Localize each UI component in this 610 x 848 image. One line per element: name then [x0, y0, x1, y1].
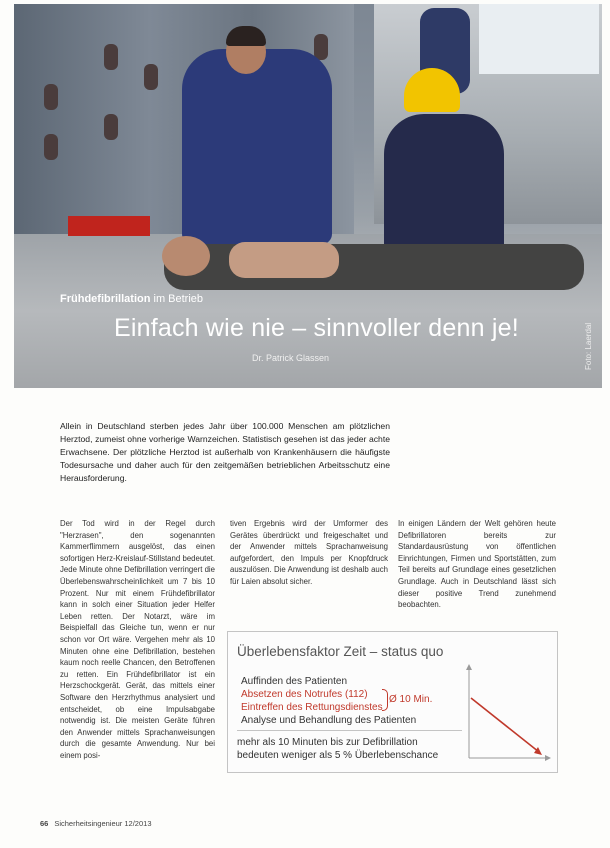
body-column-3: In einigen Ländern der Welt gehören heute Defibrillatoren bereits zur Standardausrüstung von öffentlichen Einrichtungen, Firmen und Sportstätten, zum Teil bereits auf Grundlage eines gesetzlichen Grundlage. Auch in Deutschland lässt sich dieser positive Trend zunehmend beobachten. [398, 519, 556, 610]
decline-line [471, 698, 539, 752]
divider [237, 730, 462, 731]
survival-decline-graph [463, 662, 551, 766]
publication-name: Sicherheitsingenieur 12/2013 [54, 819, 152, 828]
article-kicker [60, 293, 203, 305]
window [479, 4, 599, 74]
lying-patient [164, 244, 584, 290]
article-author: Dr. Patrick Glassen [252, 353, 330, 363]
survival-note-line-2: bedeuten weniger als 5 % Überlebenschance [237, 750, 439, 761]
brace-icon [382, 689, 388, 711]
lead-paragraph: Allein in Deutschland sterben jedes Jahr über 100.000 Menschen am plötzlichen Herztod, zumeist ohne vorherige Warnzeichen. Statistisch gesehen ist das jeder achte Erwachsene. Der plötzliche Herztod ist außerhalb von Krankenhäusern die häufigste Todesursache und daher auch für den zeitgemäßen betrieblichen Arbeitsschutz eine Herausforderung. [60, 421, 390, 483]
defibrillator-case [68, 216, 150, 236]
survival-note [237, 736, 438, 762]
survival-note-line-1: mehr als 10 Minuten bis zur Defibrillation [237, 737, 418, 748]
kicker-rest: im Betrieb [150, 293, 204, 305]
x-axis-arrow-icon [545, 755, 551, 761]
y-axis-arrow-icon [466, 664, 472, 670]
patient-chest [229, 242, 339, 278]
man-hair [226, 26, 266, 46]
patient-head [162, 236, 210, 276]
average-time-label: Ø 10 Min. [389, 694, 433, 705]
list-item: Eintreffen des Rettungsdienstes [241, 702, 383, 713]
list-item: Absetzen des Notrufes (112) [241, 689, 368, 700]
page-number: 66 [40, 819, 49, 828]
list-item: Analyse und Behandlung des Patienten [241, 715, 417, 726]
photo-credit [584, 300, 596, 370]
info-box-title: Überlebensfaktor Zeit – status quo [237, 644, 444, 659]
body-column-1: Der Tod wird in der Regel durch "Herzrasen", den sogenannten Kammerflimmern ausgelöst, das einen sofortigen Herz-Kreislauf-Stillstand bedeutet. Jede Minute ohne Defibrillation verringert die Überlebenswahrscheinlichkeit um 7 bis 10 Prozent. Nur mit einem Frühdefibrillator kann in solch einer Situation jeder Helfer Leben retten. Der Notarzt, wäre im Beispielfall das Gleiche tun, wenn er nur schon vor Ort wäre. Vergehen mehr als 10 Minuten ohne eine Defibrillation, bestehen kaum noch reelle Chancen, den Betroffenen zu retten. Ein Frühdefibrillator ist ein Herzschockgerät. Gerät, das mittels einer Software den Herzrhythmus analysiert und entscheidet, ob eine Impulsabgabe notwendig ist. Die meisten Geräte führen den Anwender mittels Sprachanweisungen durch die gesamte Anwendung. Nur bei einem posi- [60, 519, 215, 760]
body-column-2: tiven Ergebnis wird der Umformer des Gerätes überdrückt und freigeschaltet und der Anwender mittels Sprachanweisung aufgefordert, den Impuls per Knopfdruck auszulösen. Die Anwendung ist deshalb auch für Laien absolut sicher. [230, 519, 388, 586]
article-title: Einfach wie nie – sinnvoller denn je! [114, 314, 519, 342]
photo-credit-text: Foto: Laerdal [584, 322, 593, 370]
kicker-bold: Frühdefibrillation [60, 293, 151, 305]
page-footer [40, 819, 152, 828]
info-box [227, 631, 558, 773]
kneeling-man [182, 49, 332, 244]
kneeling-woman [384, 114, 504, 254]
list-item: Auffinden des Patienten [241, 676, 348, 687]
